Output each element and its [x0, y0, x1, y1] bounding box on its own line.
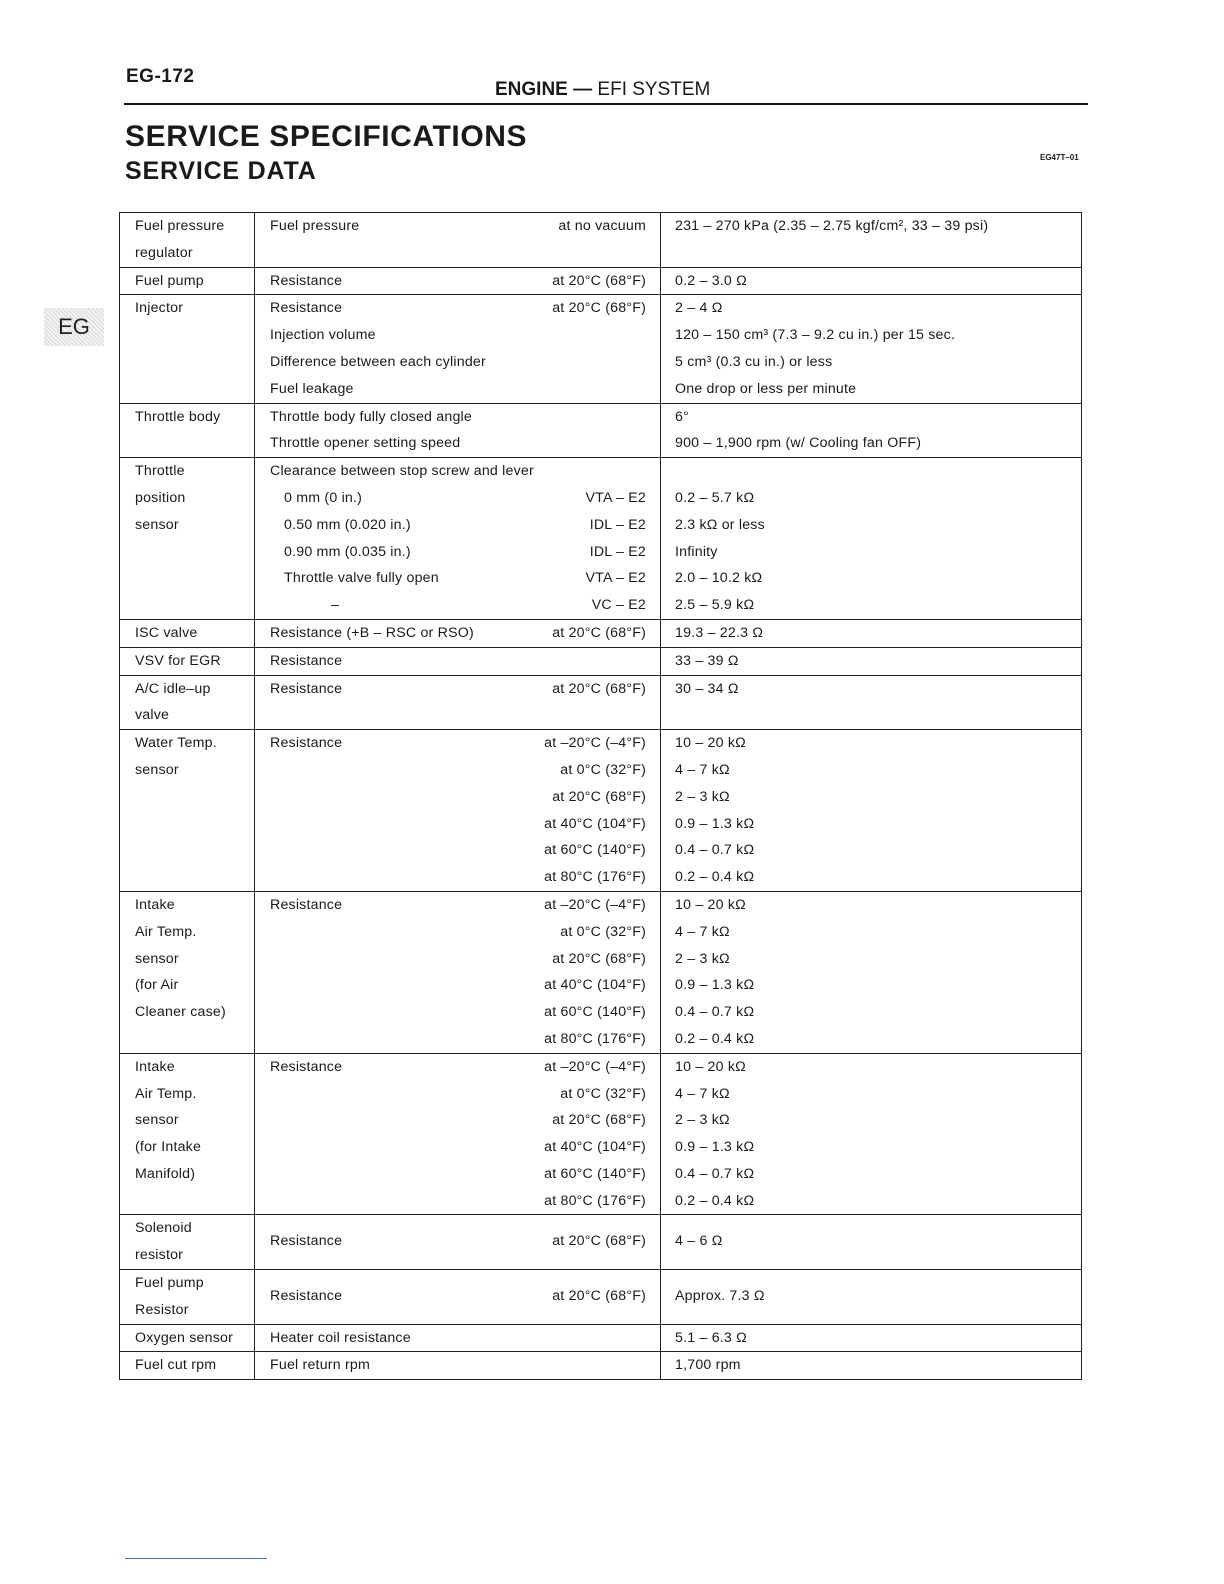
condition-line [270, 485, 646, 512]
condition-at: at 20°C (68°F) [552, 300, 646, 317]
item-label: Air Temp. [135, 1085, 197, 1102]
condition-at: at 80°C (176°F) [544, 869, 646, 886]
condition-cell [255, 1352, 661, 1380]
value-cell [661, 213, 1082, 268]
spec-value: 0.4 – 0.7 kΩ [675, 1165, 755, 1182]
condition-line [270, 295, 646, 322]
condition-at: at no vacuum [558, 218, 646, 234]
spacer [675, 458, 1081, 485]
item-cell [120, 1270, 255, 1325]
item-label: (for Air [135, 977, 179, 994]
condition-label: Resistance (+B – RSC or RSO) [270, 624, 474, 641]
item-label: Resistor [135, 1301, 189, 1318]
condition-at: at –20°C (–4°F) [544, 896, 646, 913]
condition-label: Resistance [270, 300, 343, 317]
value-cell [661, 295, 1082, 403]
condition-label: Resistance [270, 652, 343, 669]
spec-value: 0.9 – 1.3 kΩ [675, 977, 755, 994]
condition-label: Resistance [270, 272, 343, 289]
spec-value: 10 – 20 kΩ [675, 735, 746, 752]
condition-at: at –20°C (–4°F) [544, 1058, 646, 1075]
condition-label: Throttle opener setting speed [270, 435, 461, 452]
item-label: Oxygen sensor [135, 1329, 234, 1346]
item-cell [120, 730, 255, 892]
condition-at: at 80°C (176°F) [544, 1192, 646, 1209]
item-label: sensor [135, 516, 179, 533]
condition-cell [255, 1215, 661, 1270]
item-label: Fuel pressure [135, 218, 225, 234]
condition-cell [255, 675, 661, 730]
table-row [120, 295, 1082, 403]
condition-at: at 80°C (176°F) [544, 1030, 646, 1047]
spec-value: 4 – 6 Ω [675, 1233, 723, 1250]
spec-value: 2 – 3 kΩ [675, 950, 730, 967]
table-row [120, 1352, 1082, 1380]
spec-value: 2 – 3 kΩ [675, 788, 730, 805]
running-head-sub: EFI SYSTEM [597, 79, 711, 100]
condition-label: Throttle body fully closed angle [270, 408, 472, 425]
spec-value: Infinity [675, 543, 718, 560]
spec-value: 4 – 7 kΩ [675, 923, 730, 940]
condition-at: at –20°C (–4°F) [544, 735, 646, 752]
condition-label: Fuel return rpm [270, 1357, 370, 1374]
condition-cell [255, 891, 661, 1053]
spec-value: 19.3 – 22.3 Ω [675, 624, 764, 641]
spec-value: 900 – 1,900 rpm (w/ Cooling fan OFF) [675, 435, 922, 452]
value-cell [661, 1215, 1082, 1270]
item-cell [120, 458, 255, 620]
condition-label: Fuel leakage [270, 380, 354, 397]
item-label: regulator [135, 244, 193, 261]
item-cell [120, 619, 255, 647]
condition-cell [255, 647, 661, 675]
condition-label: 0.90 mm (0.035 in.) [284, 543, 411, 560]
condition-line [270, 1054, 646, 1081]
spec-value: 0.9 – 1.3 kΩ [675, 1139, 755, 1156]
item-label: position [135, 489, 186, 506]
condition-label: Throttle valve fully open [284, 570, 439, 587]
spec-value: 0.4 – 0.7 kΩ [675, 1004, 755, 1021]
header-rule [124, 103, 1088, 105]
value-cell [661, 891, 1082, 1053]
table-row [120, 1053, 1082, 1215]
spec-value: 2 – 4 Ω [675, 300, 723, 317]
running-head [495, 79, 710, 101]
terminal-label: VC – E2 [591, 597, 646, 614]
page-number: EG-172 [126, 66, 195, 87]
condition-at: at 20°C (68°F) [552, 788, 646, 805]
condition-label: – [330, 597, 340, 614]
condition-at: at 60°C (140°F) [544, 842, 646, 859]
condition-cell [255, 213, 661, 268]
condition-cell [255, 267, 661, 295]
table-row [120, 1215, 1082, 1270]
condition-at: at 40°C (104°F) [544, 977, 646, 994]
spec-value: 2 – 3 kΩ [675, 1112, 730, 1129]
value-cell [661, 1053, 1082, 1215]
footer-rule [125, 1558, 267, 1559]
section-tab: EG [44, 308, 104, 346]
table-row [120, 458, 1082, 620]
value-cell [661, 1270, 1082, 1325]
condition-at: at 60°C (140°F) [544, 1004, 646, 1021]
condition-at: at 0°C (32°F) [560, 1085, 646, 1102]
spec-value: 33 – 39 Ω [675, 652, 739, 669]
page-title: SERVICE SPECIFICATIONS [125, 120, 528, 153]
condition-cell [255, 1053, 661, 1215]
item-label: Fuel cut rpm [135, 1357, 217, 1374]
condition-label: Injection volume [270, 327, 376, 344]
condition-line [270, 213, 646, 240]
condition-line [270, 730, 646, 757]
item-cell [120, 213, 255, 268]
condition-line [270, 512, 646, 539]
spec-value: 6° [675, 408, 689, 425]
item-cell [120, 891, 255, 1053]
condition-line [270, 892, 646, 919]
item-label: sensor [135, 950, 179, 967]
page-subtitle: SERVICE DATA [125, 157, 317, 185]
table-row [120, 1324, 1082, 1352]
spec-value: 4 – 7 kΩ [675, 1085, 730, 1102]
value-cell [661, 619, 1082, 647]
spec-value: 0.2 – 0.4 kΩ [675, 1192, 755, 1209]
spec-value: 30 – 34 Ω [675, 680, 739, 697]
condition-label: Fuel pressure [270, 218, 360, 234]
condition-cell [255, 1324, 661, 1352]
condition-at: at 20°C (68°F) [552, 950, 646, 967]
running-head-separator: — [567, 79, 598, 100]
condition-line [270, 1270, 646, 1324]
item-cell [120, 267, 255, 295]
spec-value: 0.2 – 5.7 kΩ [675, 489, 755, 506]
spec-value: 10 – 20 kΩ [675, 1058, 746, 1075]
spec-value: 0.4 – 0.7 kΩ [675, 842, 755, 859]
condition-label: 0 mm (0 in.) [284, 489, 363, 506]
spec-value: 120 – 150 cm³ (7.3 – 9.2 cu in.) per 15 sec. [675, 327, 956, 344]
item-label: sensor [135, 761, 179, 778]
condition-at: at 20°C (68°F) [552, 272, 646, 289]
item-label: Fuel pump [135, 1275, 204, 1292]
value-cell [661, 647, 1082, 675]
value-cell [661, 1352, 1082, 1380]
item-label: VSV for EGR [135, 652, 221, 669]
condition-cell [255, 295, 661, 403]
running-head-main: ENGINE [495, 79, 568, 100]
value-cell [661, 730, 1082, 892]
table-row [120, 267, 1082, 295]
service-data-table [119, 212, 1082, 1380]
condition-label: 0.50 mm (0.020 in.) [284, 516, 411, 533]
condition-label: Resistance [270, 680, 343, 697]
item-cell [120, 1053, 255, 1215]
spec-value: 2.0 – 10.2 kΩ [675, 570, 763, 587]
condition-at: at 20°C (68°F) [552, 624, 646, 641]
spec-value: One drop or less per minute [675, 380, 857, 397]
condition-at: at 20°C (68°F) [552, 1233, 646, 1250]
condition-line [270, 539, 646, 566]
condition-label: Resistance [270, 896, 343, 913]
item-label: Air Temp. [135, 923, 197, 940]
item-label: sensor [135, 1112, 179, 1129]
condition-label: Resistance [270, 1058, 343, 1075]
table-row [120, 891, 1082, 1053]
item-label: Throttle body [135, 408, 221, 425]
spec-value: 0.9 – 1.3 kΩ [675, 815, 755, 832]
item-cell [120, 1324, 255, 1352]
condition-cell [255, 730, 661, 892]
spec-value: 5 cm³ (0.3 cu in.) or less [675, 353, 833, 370]
spec-value: 231 – 270 kPa (2.35 – 2.75 kgf/cm², 33 – 39 psi) [675, 218, 989, 234]
condition-line [270, 1215, 646, 1269]
item-cell [120, 1215, 255, 1270]
table-row [120, 619, 1082, 647]
item-label: Injector [135, 300, 184, 317]
item-label: ISC valve [135, 624, 198, 641]
item-cell [120, 675, 255, 730]
terminal-label: VTA – E2 [585, 570, 646, 587]
spec-value: 0.2 – 0.4 kΩ [675, 869, 755, 886]
item-label: Solenoid [135, 1220, 192, 1237]
value-cell [661, 675, 1082, 730]
value-cell [661, 1324, 1082, 1352]
condition-at: at 60°C (140°F) [544, 1165, 646, 1182]
item-label: resistor [135, 1247, 184, 1264]
condition-line [270, 676, 646, 703]
table-row [120, 403, 1082, 458]
condition-at: at 20°C (68°F) [552, 1288, 646, 1305]
condition-at: at 40°C (104°F) [544, 815, 646, 832]
condition-line [270, 268, 646, 295]
spec-value: 1,700 rpm [675, 1357, 741, 1374]
condition-cell [255, 619, 661, 647]
item-label: Water Temp. [135, 735, 217, 752]
item-label: valve [135, 707, 170, 724]
condition-cell [255, 403, 661, 458]
item-label: Intake [135, 1058, 175, 1075]
condition-cell [255, 458, 661, 620]
document-code: EG47T–01 [1040, 153, 1079, 162]
condition-at: at 20°C (68°F) [552, 1112, 646, 1129]
item-label: Fuel pump [135, 272, 204, 289]
item-label: A/C idle–up [135, 680, 211, 697]
condition-line [270, 592, 646, 619]
item-cell [120, 403, 255, 458]
condition-at: at 20°C (68°F) [552, 680, 646, 697]
spec-value: 10 – 20 kΩ [675, 896, 746, 913]
spec-value: 4 – 7 kΩ [675, 761, 730, 778]
condition-at: at 0°C (32°F) [560, 923, 646, 940]
condition-label: Resistance [270, 735, 343, 752]
condition-heading: Clearance between stop screw and lever [270, 463, 534, 480]
spec-value: 0.2 – 0.4 kΩ [675, 1030, 755, 1047]
item-cell [120, 295, 255, 403]
spec-value: 2.3 kΩ or less [675, 516, 765, 533]
table-row [120, 647, 1082, 675]
table-row [120, 730, 1082, 892]
item-label: Intake [135, 896, 175, 913]
item-cell [120, 647, 255, 675]
condition-label: Resistance [270, 1233, 343, 1250]
table-row [120, 675, 1082, 730]
condition-at: at 0°C (32°F) [560, 761, 646, 778]
condition-line [270, 620, 646, 647]
item-label: Manifold) [135, 1165, 196, 1182]
condition-label: Heater coil resistance [270, 1329, 411, 1346]
spec-value: 5.1 – 6.3 Ω [675, 1329, 747, 1346]
spec-value: 2.5 – 5.9 kΩ [675, 597, 755, 614]
value-cell [661, 403, 1082, 458]
spec-value: 0.2 – 3.0 Ω [675, 272, 747, 289]
condition-at: at 40°C (104°F) [544, 1139, 646, 1156]
value-cell [661, 458, 1082, 620]
condition-label: Resistance [270, 1288, 343, 1305]
terminal-label: IDL – E2 [589, 543, 646, 560]
table-row [120, 1270, 1082, 1325]
item-cell [120, 1352, 255, 1380]
terminal-label: VTA – E2 [585, 489, 646, 506]
item-label: Throttle [135, 463, 185, 480]
value-cell [661, 267, 1082, 295]
table-row [120, 213, 1082, 268]
terminal-label: IDL – E2 [589, 516, 646, 533]
condition-cell [255, 1270, 661, 1325]
spec-value: Approx. 7.3 Ω [675, 1288, 765, 1305]
item-label: (for Intake [135, 1139, 202, 1156]
item-label: Cleaner case) [135, 1004, 226, 1021]
condition-line [270, 565, 646, 592]
condition-label: Difference between each cylinder [270, 353, 486, 370]
